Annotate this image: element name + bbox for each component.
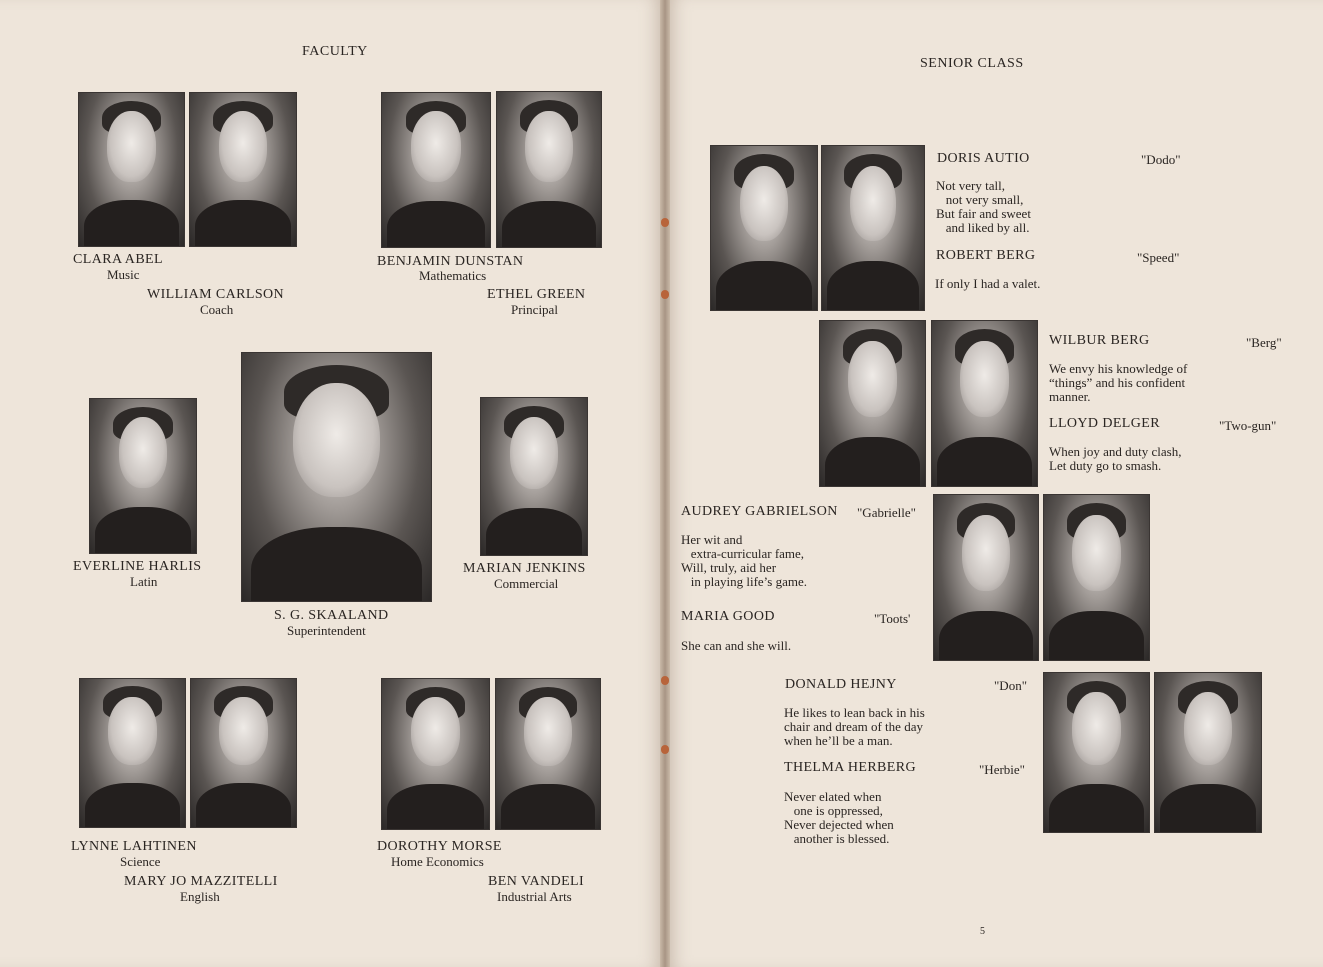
- student-quote: She can and she will.: [681, 638, 792, 653]
- faculty-name: CLARA ABEL: [73, 252, 163, 267]
- student-name: AUDREY GABRIELSON: [681, 504, 838, 519]
- portrait-photo: [1154, 672, 1262, 833]
- faculty-subject: English: [180, 889, 220, 904]
- faculty-name: BENJAMIN DUNSTAN: [377, 254, 524, 269]
- student-name: MARIA GOOD: [681, 609, 775, 624]
- portrait-photo: [78, 92, 185, 247]
- student-quote: Never elated when one is oppressed, Never dejected when another is blessed.: [784, 789, 894, 846]
- binding-stitch: [661, 290, 669, 299]
- faculty-name: LYNNE LAHTINEN: [71, 839, 197, 854]
- student-nickname: "Toots': [874, 611, 911, 626]
- faculty-heading: FACULTY: [302, 44, 368, 59]
- student-nickname: "Speed": [1137, 250, 1180, 265]
- binding-stitch: [661, 745, 669, 754]
- faculty-subject: Coach: [200, 302, 234, 317]
- book-spine: [660, 0, 670, 967]
- student-name: WILBUR BERG: [1049, 333, 1150, 348]
- student-nickname: "Two-gun": [1219, 418, 1277, 433]
- student-nickname: "Gabrielle": [857, 505, 916, 520]
- student-quote: We envy his knowledge of “things” and his confident manner.: [1049, 361, 1188, 404]
- portrait-photo: [931, 320, 1038, 487]
- binding-stitch: [661, 676, 669, 685]
- faculty-subject: Science: [120, 854, 161, 869]
- student-nickname: "Don": [994, 678, 1028, 693]
- faculty-subject: Mathematics: [419, 268, 487, 283]
- student-name: DONALD HEJNY: [785, 677, 897, 692]
- senior-class-heading: SENIOR CLASS: [920, 56, 1024, 71]
- portrait-photo: [189, 92, 297, 247]
- faculty-name: MARIAN JENKINS: [463, 561, 586, 576]
- student-quote: When joy and duty clash, Let duty go to smash.: [1049, 444, 1182, 473]
- student-name: ROBERT BERG: [936, 248, 1036, 263]
- faculty-name: MARY JO MAZZITELLI: [124, 874, 278, 889]
- student-quote: If only I had a valet.: [935, 276, 1041, 291]
- faculty-subject: Latin: [130, 574, 158, 589]
- portrait-photo: [710, 145, 818, 311]
- page-number: 5: [980, 926, 985, 937]
- faculty-name: WILLIAM CARLSON: [147, 287, 285, 302]
- faculty-subject: Principal: [511, 302, 558, 317]
- portrait-photo: [495, 678, 601, 830]
- student-quote: He likes to lean back in his chair and dream of the day when he’ll be a man.: [784, 705, 925, 748]
- faculty-name: DOROTHY MORSE: [377, 839, 502, 854]
- faculty-subject: Superintendent: [287, 623, 366, 638]
- student-nickname: "Berg": [1246, 335, 1282, 350]
- portrait-photo: [381, 92, 491, 248]
- portrait-photo: [190, 678, 297, 828]
- portrait-photo: [821, 145, 925, 311]
- portrait-photo: [819, 320, 926, 487]
- student-name: DORIS AUTIO: [937, 151, 1030, 166]
- portrait-photo: [933, 494, 1039, 661]
- portrait-photo: [89, 398, 197, 554]
- faculty-subject: Industrial Arts: [497, 889, 572, 904]
- faculty-subject: Home Economics: [391, 854, 484, 869]
- faculty-name: ETHEL GREEN: [487, 287, 586, 302]
- student-quote: Her wit and extra-curricular fame, Will, truly, aid her in playing life’s game.: [681, 532, 808, 589]
- faculty-name: BEN VANDELI: [488, 874, 585, 889]
- student-nickname: "Herbie": [979, 762, 1025, 777]
- faculty-name: S. G. SKAALAND: [274, 608, 389, 623]
- faculty-subject: Commercial: [494, 576, 559, 591]
- student-nickname: "Dodo": [1141, 152, 1181, 167]
- portrait-photo: [79, 678, 186, 828]
- binding-stitch: [661, 218, 669, 227]
- student-quote: Not very tall, not very small, But fair and sweet and liked by all.: [936, 178, 1031, 235]
- portrait-photo: [480, 397, 588, 556]
- student-name: THELMA HERBERG: [784, 760, 916, 775]
- faculty-name: EVERLINE HARLIS: [73, 559, 202, 574]
- student-name: LLOYD DELGER: [1049, 416, 1160, 431]
- portrait-photo: [381, 678, 490, 830]
- faculty-subject: Music: [107, 267, 140, 282]
- portrait-photo: [1043, 672, 1150, 833]
- portrait-photo: [1043, 494, 1150, 661]
- portrait-photo: [496, 91, 602, 248]
- portrait-photo: [241, 352, 432, 602]
